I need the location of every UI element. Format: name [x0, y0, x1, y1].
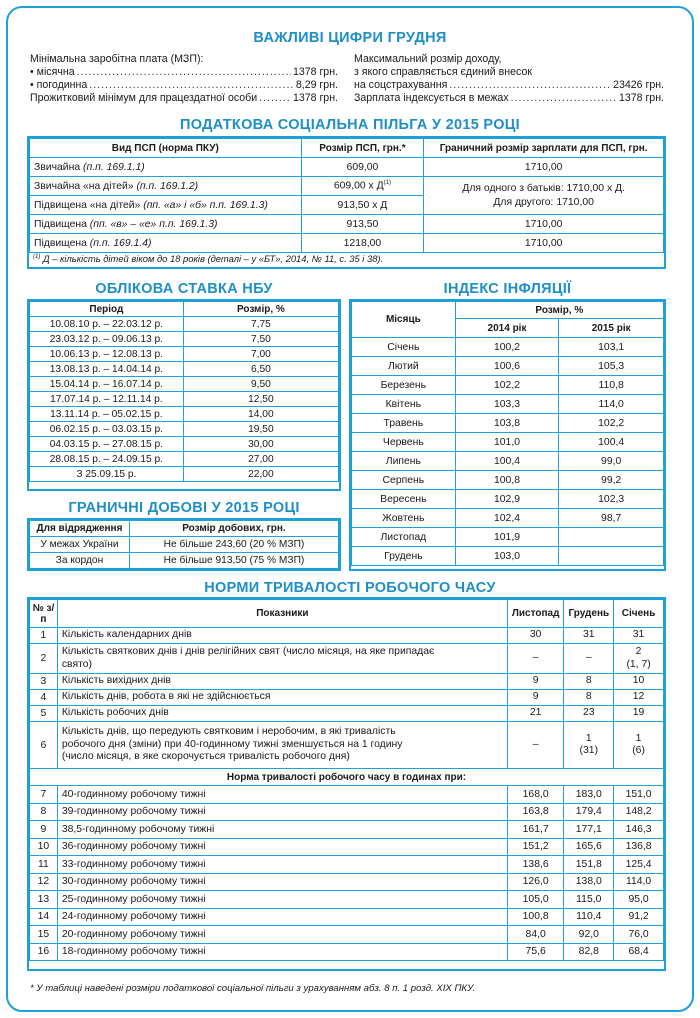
daily-title: ГРАНИЧНІ ДОБОВІ У 2015 РОЦІ: [68, 500, 300, 516]
inflation-month-cell: Червень: [352, 433, 456, 452]
norms-nov-cell: –: [507, 644, 564, 674]
psp-footnote: $^{(1)}$ Д – кількість дітей віком до 18 років (деталі – у «БТ», 2014, № 11, с. 35 і 38).: [33, 253, 384, 264]
inflation-2015-cell: 102,2: [559, 414, 664, 433]
nbu-period-cell: 10.06.13 р. – 12.08.13 р.: [30, 347, 184, 362]
norms-jan-cell: 1 (6): [614, 722, 664, 769]
norms-nov-cell: 163,8: [507, 803, 564, 821]
inflation-title: ІНДЕКС ІНФЛЯЦІЇ: [443, 281, 572, 297]
nbu-rate-cell: 22,00: [183, 467, 338, 482]
mzp-monthly-value: 1378 грн.: [292, 66, 338, 78]
norms-row: [30, 803, 664, 821]
nbu-rate-cell: 14,00: [183, 407, 338, 422]
norms-indicator-cell: 38,5-годинному робочому тижні: [57, 821, 507, 839]
psp-limit-cell: Для одного з батьків: 1710,00 х Д. Для другого: 1710,00: [424, 177, 664, 215]
norms-row: [30, 706, 664, 722]
norms-nov-cell: 168,0: [507, 786, 564, 804]
inflation-2014-cell: 100,4: [455, 452, 559, 471]
inflation-row: [352, 395, 664, 414]
norms-jan-cell: 12: [614, 690, 664, 706]
psp-kind-cell: Підвищена (п.п. 169.1.4): [30, 234, 302, 253]
nbu-period-cell: 13.08.13 р. – 14.04.14 р.: [30, 362, 184, 377]
inflation-header-2015: 2015 рік: [559, 319, 664, 338]
inflation-2015-cell: 99,2: [559, 471, 664, 490]
inflation-month-cell: Жовтень: [352, 509, 456, 528]
norms-jan-cell: 68,4: [614, 943, 664, 961]
norms-dec-cell: 31: [564, 628, 614, 644]
inflation-month-cell: Вересень: [352, 490, 456, 509]
nbu-rate-cell: 7,75: [183, 317, 338, 332]
norms-nov-cell: –: [507, 722, 564, 769]
nbu-period-cell: 06.02.15 р. – 03.03.15 р.: [30, 422, 184, 437]
max-income-line1: Максимальний розмір доходу,: [354, 53, 502, 65]
norms-num-cell: 3: [30, 674, 58, 690]
psp-kind-cell: Звичайна (п.п. 169.1.1): [30, 158, 302, 177]
nbu-table: [29, 301, 339, 482]
max-income-line2: з якого справляється єдиний внесок: [354, 66, 532, 78]
norms-jan-cell: 10: [614, 674, 664, 690]
leader-dots: [89, 79, 294, 92]
norms-num-cell: 13: [30, 891, 58, 909]
nbu-period-cell: З 25.09.15 р.: [30, 467, 184, 482]
psp-limit-cell: 1710,00: [424, 215, 664, 234]
norms-num-cell: 8: [30, 803, 58, 821]
inflation-2014-cell: 103,0: [455, 547, 559, 566]
psp-table: [29, 138, 664, 253]
norms-indicator-cell: 25-годинному робочому тижні: [57, 891, 507, 909]
norms-jan-cell: 148,2: [614, 803, 664, 821]
norms-dec-cell: 110,4: [564, 908, 614, 926]
norms-dec-cell: 115,0: [564, 891, 614, 909]
nbu-rate-cell: 7,00: [183, 347, 338, 362]
mzp-hourly-value: 8,29 грн.: [295, 79, 338, 91]
norms-indicator-cell: Кількість календарних днів: [57, 628, 507, 644]
nbu-rate-cell: 7,50: [183, 332, 338, 347]
inflation-2015-cell: 98,7: [559, 509, 664, 528]
inflation-month-cell: Березень: [352, 376, 456, 395]
psp-kind-cell: Підвищена (пп. «в» – «е» п.п. 169.1.3): [30, 215, 302, 234]
inflation-2014-cell: 100,6: [455, 357, 559, 376]
leader-dots: [449, 79, 611, 92]
norms-nov-cell: 161,7: [507, 821, 564, 839]
inflation-row: [352, 509, 664, 528]
norms-nov-cell: 100,8: [507, 908, 564, 926]
norms-subheader: Норма тривалості робочого часу в годинах при:: [30, 769, 664, 786]
inflation-2015-cell: 100,4: [559, 433, 664, 452]
nbu-row: [30, 362, 339, 377]
norms-row: [30, 690, 664, 706]
norms-indicator-cell: Кількість днів, що передують святковим і неробочим, в які тривалість робочого дня (зміни) при 40-годинному тижні зменшується на 1 годину (число місяця, в яке скорочується тривалість робочого дня): [57, 722, 507, 769]
norms-num-cell: 2: [30, 644, 58, 674]
psp-kind-cell: Звичайна «на дітей» (п.п. 169.1.2): [30, 177, 302, 196]
inflation-2014-cell: 102,4: [455, 509, 559, 528]
inflation-2015-cell: 105,3: [559, 357, 664, 376]
norms-jan-cell: 91,2: [614, 908, 664, 926]
indexation-row: [354, 92, 664, 105]
nbu-rate-cell: 19,50: [183, 422, 338, 437]
inflation-2014-cell: 101,0: [455, 433, 559, 452]
nbu-row: [30, 437, 339, 452]
norms-nov-cell: 151,2: [507, 838, 564, 856]
subsistence-value: 1378 грн.: [292, 92, 338, 104]
psp-header-limit: Граничний розмір зарплати для ПСП, грн.: [424, 139, 664, 158]
norms-indicator-cell: Кількість днів, робота в які не здійснюється: [57, 690, 507, 706]
norms-num-cell: 4: [30, 690, 58, 706]
norms-indicator-cell: 40-годинному робочому тижні: [57, 786, 507, 804]
norms-nov-cell: 30: [507, 628, 564, 644]
norms-num-cell: 1: [30, 628, 58, 644]
inflation-month-cell: Листопад: [352, 528, 456, 547]
norms-num-cell: 12: [30, 873, 58, 891]
norms-num-cell: 15: [30, 926, 58, 944]
nbu-rate-cell: 9,50: [183, 377, 338, 392]
norms-dec-cell: –: [564, 644, 614, 674]
inflation-2014-cell: 100,2: [455, 338, 559, 357]
inflation-month-cell: Лютий: [352, 357, 456, 376]
inflation-2015-cell: [559, 547, 664, 566]
norms-jan-cell: 146,3: [614, 821, 664, 839]
norms-nov-cell: 84,0: [507, 926, 564, 944]
norms-row: [30, 873, 664, 891]
inflation-month-cell: Грудень: [352, 547, 456, 566]
mzp-monthly-label: • місячна: [30, 66, 75, 79]
max-income-row: [354, 79, 664, 92]
inflation-2014-cell: 103,8: [455, 414, 559, 433]
nbu-row: [30, 392, 339, 407]
norms-dec-cell: 165,6: [564, 838, 614, 856]
inflation-2014-cell: 100,8: [455, 471, 559, 490]
nbu-period-cell: 17.07.14 р. – 12.11.14 р.: [30, 392, 184, 407]
psp-size-cell: 1218,00: [301, 234, 424, 253]
norms-indicator-cell: Кількість робочих днів: [57, 706, 507, 722]
norms-dec-cell: 8: [564, 690, 614, 706]
inflation-2015-cell: 110,8: [559, 376, 664, 395]
inflation-2014-cell: 103,3: [455, 395, 559, 414]
subsistence-label: Прожитковий мінімум для працездатної особи: [30, 92, 258, 104]
inflation-2015-cell: 102,3: [559, 490, 664, 509]
norms-row: [30, 644, 664, 674]
nbu-period-cell: 28.08.15 р. – 24.09.15 р.: [30, 452, 184, 467]
psp-header-size: Розмір ПСП, грн.*: [301, 139, 424, 158]
subsistence-row: [30, 92, 338, 105]
norms-dec-cell: 183,0: [564, 786, 614, 804]
norms-dec-cell: 179,4: [564, 803, 614, 821]
norms-indicator-cell: 33-годинному робочому тижні: [57, 856, 507, 874]
nbu-row: [30, 422, 339, 437]
daily-trip-cell: У межах України: [30, 537, 130, 553]
norms-nov-cell: 126,0: [507, 873, 564, 891]
inflation-2014-cell: 101,9: [455, 528, 559, 547]
norms-row: [30, 856, 664, 874]
inflation-row: [352, 433, 664, 452]
inflation-header-month: Місяць: [352, 302, 456, 338]
nbu-rate-cell: 27,00: [183, 452, 338, 467]
nbu-rate-cell: 30,00: [183, 437, 338, 452]
norms-jan-cell: 2 (1, 7): [614, 644, 664, 674]
nbu-rate-cell: 12,50: [183, 392, 338, 407]
norms-row: [30, 674, 664, 690]
norms-jan-cell: 125,4: [614, 856, 664, 874]
norms-dec-cell: 82,8: [564, 943, 614, 961]
norms-jan-cell: 31: [614, 628, 664, 644]
psp-size-cell: 913,50 х Д: [301, 196, 424, 215]
psp-header-kind: Вид ПСП (норма ПКУ): [30, 139, 302, 158]
inflation-row: [352, 376, 664, 395]
inflation-table: [351, 301, 664, 566]
inflation-month-cell: Травень: [352, 414, 456, 433]
norms-indicator-cell: 39-годинному робочому тижні: [57, 803, 507, 821]
leader-dots: [77, 66, 291, 79]
norms-dec-cell: 8: [564, 674, 614, 690]
norms-jan-cell: 136,8: [614, 838, 664, 856]
norms-header-nov: Листопад: [507, 600, 564, 628]
norms-indicator-cell: 18-годинному робочому тижні: [57, 943, 507, 961]
nbu-row: [30, 332, 339, 347]
norms-table: [29, 599, 664, 961]
inflation-header-size: Розмір, %: [455, 302, 663, 319]
inflation-2015-cell: 114,0: [559, 395, 664, 414]
norms-dec-cell: 92,0: [564, 926, 614, 944]
psp-limit-cell: 1710,00: [424, 234, 664, 253]
inflation-month-cell: Липень: [352, 452, 456, 471]
norms-nov-cell: 21: [507, 706, 564, 722]
inflation-row: [352, 490, 664, 509]
norms-title: НОРМИ ТРИВАЛОСТІ РОБОЧОГО ЧАСУ: [204, 580, 496, 596]
inflation-2014-cell: 102,9: [455, 490, 559, 509]
nbu-row: [30, 317, 339, 332]
norms-row: [30, 628, 664, 644]
inflation-header-2014: 2014 рік: [455, 319, 559, 338]
norms-num-cell: 14: [30, 908, 58, 926]
norms-num-cell: 7: [30, 786, 58, 804]
norms-header-indicator: Показники: [57, 600, 507, 628]
norms-row: [30, 891, 664, 909]
daily-header-amount: Розмір добових, грн.: [129, 521, 338, 537]
daily-table: [29, 520, 339, 569]
norms-nov-cell: 105,0: [507, 891, 564, 909]
psp-limit-cell: 1710,00: [424, 158, 664, 177]
nbu-period-cell: 15.04.14 р. – 16.07.14 р.: [30, 377, 184, 392]
norms-dec-cell: 138,0: [564, 873, 614, 891]
max-income-label: на соцстрахування: [354, 79, 448, 91]
inflation-row: [352, 357, 664, 376]
max-income-value: 23426 грн.: [613, 79, 664, 91]
norms-row: [30, 943, 664, 961]
norms-row: [30, 821, 664, 839]
inflation-2015-cell: [559, 528, 664, 547]
norms-dec-cell: 1 (31): [564, 722, 614, 769]
norms-nov-cell: 75,6: [507, 943, 564, 961]
norms-num-cell: 10: [30, 838, 58, 856]
inflation-row: [352, 471, 664, 490]
nbu-row: [30, 407, 339, 422]
footer-note: * У таблиці наведені розміри податкової соціальної пільги з урахуванням абз. 8 п. 1 розд. XIX ПКУ.: [30, 983, 476, 994]
nbu-row: [30, 452, 339, 467]
norms-row: [30, 722, 664, 769]
norms-num-cell: 16: [30, 943, 58, 961]
inflation-row: [352, 452, 664, 471]
inflation-2015-cell: 103,1: [559, 338, 664, 357]
inflation-month-cell: Серпень: [352, 471, 456, 490]
daily-header-trip: Для відрядження: [30, 521, 130, 537]
indexation-value: 1378 грн.: [618, 92, 664, 104]
inflation-row: [352, 528, 664, 547]
norms-nov-cell: 9: [507, 690, 564, 706]
norms-indicator-cell: 36-годинному робочому тижні: [57, 838, 507, 856]
daily-amount-cell: Не більше 913,50 (75 % МЗП): [129, 553, 338, 569]
inflation-row: [352, 414, 664, 433]
inflation-row: [352, 338, 664, 357]
important-right: [354, 53, 664, 105]
norms-dec-cell: 177,1: [564, 821, 614, 839]
mzp-monthly-row: [30, 66, 338, 79]
norms-header-dec: Грудень: [564, 600, 614, 628]
leader-dots: [511, 92, 617, 105]
inflation-2015-cell: 99,0: [559, 452, 664, 471]
norms-indicator-cell: 30-годинному робочому тижні: [57, 873, 507, 891]
norms-jan-cell: 76,0: [614, 926, 664, 944]
norms-header-jan: Січень: [614, 600, 664, 628]
norms-num-cell: 6: [30, 722, 58, 769]
nbu-period-cell: 23.03.12 р. – 09.06.13 р.: [30, 332, 184, 347]
nbu-rate-cell: 6,50: [183, 362, 338, 377]
norms-jan-cell: 19: [614, 706, 664, 722]
inflation-month-cell: Січень: [352, 338, 456, 357]
norms-dec-cell: 23: [564, 706, 614, 722]
indexation-label: Зарплата індексується в межах: [354, 92, 509, 104]
psp-kind-cell: Підвищена «на дітей» (пп. «а» і «б» п.п. 169.1.3): [30, 196, 302, 215]
important-title: ВАЖЛИВІ ЦИФРИ ГРУДНЯ: [253, 30, 447, 46]
norms-row: [30, 786, 664, 804]
mzp-heading: Мінімальна заробітна плата (МЗП):: [30, 53, 204, 65]
inflation-month-cell: Квітень: [352, 395, 456, 414]
daily-trip-cell: За кордон: [30, 553, 130, 569]
inflation-row: [352, 547, 664, 566]
inflation-2014-cell: 102,2: [455, 376, 559, 395]
important-left: [30, 53, 338, 105]
mzp-hourly-row: [30, 79, 338, 92]
nbu-title: ОБЛІКОВА СТАВКА НБУ: [95, 281, 273, 297]
daily-amount-cell: Не більше 243,60 (20 % МЗП): [129, 537, 338, 553]
norms-jan-cell: 95,0: [614, 891, 664, 909]
leader-dots: [259, 92, 291, 105]
psp-size-cell: 913,50: [301, 215, 424, 234]
norms-row: [30, 838, 664, 856]
norms-num-cell: 11: [30, 856, 58, 874]
norms-num-cell: 9: [30, 821, 58, 839]
norms-num-cell: 5: [30, 706, 58, 722]
nbu-period-cell: 13.11.14 р. – 05.02.15 р.: [30, 407, 184, 422]
norms-indicator-cell: Кількість святкових днів і днів релігійних свят (число місяця, на яке припадає свято): [57, 644, 507, 674]
psp-title: ПОДАТКОВА СОЦІАЛЬНА ПІЛЬГА У 2015 РОЦІ: [179, 117, 520, 133]
nbu-row: [30, 377, 339, 392]
mzp-hourly-label: • погодинна: [30, 79, 87, 92]
nbu-period-cell: 10.08.10 р. – 22.03.12 р.: [30, 317, 184, 332]
nbu-row: [30, 347, 339, 362]
nbu-period-cell: 04.03.15 р. – 27.08.15 р.: [30, 437, 184, 452]
psp-size-cell: 609,00 х $Д^{(1)}$: [301, 177, 424, 196]
norms-row: [30, 908, 664, 926]
norms-indicator-cell: Кількість вихідних днів: [57, 674, 507, 690]
nbu-header-period: Період: [30, 302, 184, 317]
norms-jan-cell: 114,0: [614, 873, 664, 891]
psp-size-cell: 609,00: [301, 158, 424, 177]
norms-row: [30, 926, 664, 944]
nbu-header-rate: Розмір, %: [183, 302, 338, 317]
norms-nov-cell: 138,6: [507, 856, 564, 874]
norms-header-num: № з/п: [30, 600, 58, 628]
norms-nov-cell: 9: [507, 674, 564, 690]
norms-jan-cell: 151,0: [614, 786, 664, 804]
norms-dec-cell: 151,8: [564, 856, 614, 874]
norms-indicator-cell: 24-годинному робочому тижні: [57, 908, 507, 926]
norms-indicator-cell: 20-годинному робочому тижні: [57, 926, 507, 944]
nbu-row: [30, 467, 339, 482]
